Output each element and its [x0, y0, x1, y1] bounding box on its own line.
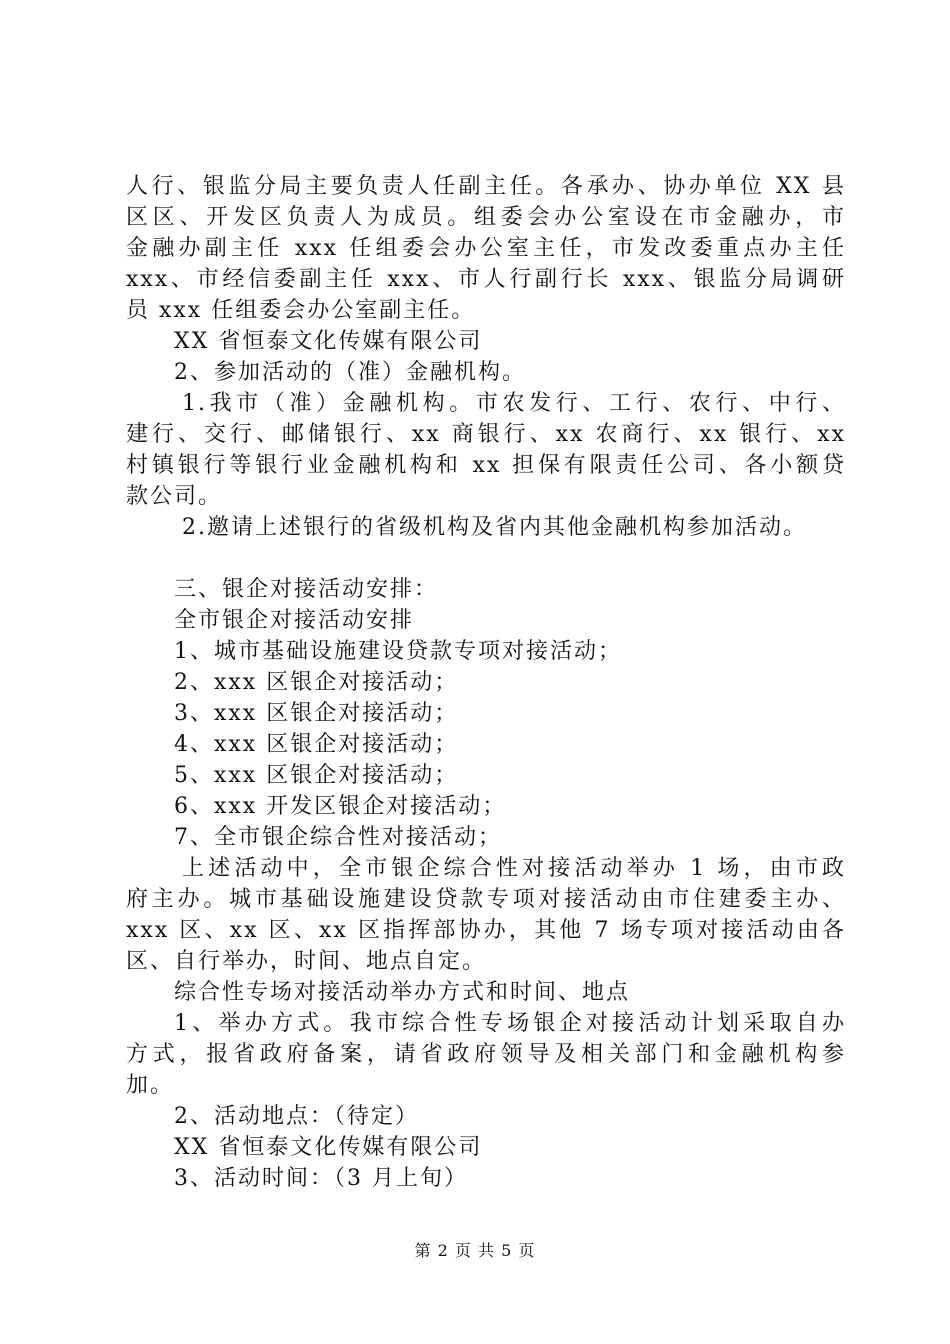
list-item: 5、xxx 区银企对接活动；: [174, 763, 459, 788]
text-line: 2.邀请上述银行的省级机构及省内其他金融机构参加活动。: [182, 515, 807, 540]
text-line: 综合性专场对接活动举办方式和时间、地点: [174, 980, 631, 1005]
text-line: xxx 区、xx 区、xx 区指挥部协办，其他 7 场专项对接活动由各: [126, 918, 846, 943]
list-item: 1、城市基础设施建设贷款专项对接活动；: [174, 639, 622, 664]
text-line: xxx、市经信委副主任 xxx、市人行副行长 xxx、银监分局调研: [126, 267, 846, 292]
list-item: 2、xxx 区银企对接活动；: [174, 670, 459, 695]
text-line: 款公司。: [126, 484, 223, 509]
text-line: 上述活动中，全市银企综合性对接活动举办 1 场，由市政: [182, 856, 846, 881]
text-line: 1.我市（准）金融机构。市农发行、工行、农行、中行、: [182, 391, 846, 416]
text-line: 全市银企对接活动安排: [174, 608, 415, 633]
text-line: 金融办副主任 xxx 任组委会办公室主任，市发改委重点办主任: [126, 236, 846, 261]
text-line: 建行、交行、邮储银行、xx 商银行、xx 农商行、xx 银行、xx: [126, 422, 846, 447]
text-line: 村镇银行等银行业金融机构和 xx 担保有限责任公司、各小额贷: [126, 453, 846, 478]
list-item: 7、全市银企综合性对接活动；: [174, 825, 502, 850]
list-item: 4、xxx 区银企对接活动；: [174, 732, 459, 757]
document-body: [126, 171, 846, 1194]
text-line: 方式，报省政府备案，请省政府领导及相关部门和金融机构参: [126, 1042, 846, 1067]
text-line: 府主办。城市基础设施建设贷款专项对接活动由市住建委主办、: [126, 887, 846, 912]
text-line: 区区、开发区负责人为成员。组委会办公室设在市金融办，市: [126, 205, 846, 230]
text-line: XX 省恒泰文化传媒有限公司: [174, 1135, 483, 1160]
list-item: 6、xxx 开发区银企对接活动；: [174, 794, 507, 819]
text-line: 区、自行举办，时间、地点自定。: [126, 949, 487, 974]
text-line: 员 xxx 任组委会办公室副主任。: [126, 298, 476, 323]
text-line: 加。: [126, 1073, 175, 1098]
text-line: 人行、银监分局主要负责人任副主任。各承办、协办单位 XX 县: [126, 174, 846, 199]
list-item: 3、活动时间：（3 月上旬）: [174, 1166, 468, 1191]
text-line: 2、参加活动的（准）金融机构。: [174, 360, 526, 385]
section-heading: 三、银企对接活动安排：: [174, 577, 439, 602]
list-item: 2、活动地点：（待定）: [174, 1104, 419, 1129]
blank-line: [126, 543, 846, 574]
page-number-footer: 第 2 页 共 5 页: [414, 1241, 536, 1260]
list-item: 3、xxx 区银企对接活动；: [174, 701, 459, 726]
text-line: XX 省恒泰文化传媒有限公司: [174, 329, 483, 354]
text-line: 1、举办方式。我市综合性专场银企对接活动计划采取自办: [174, 1011, 846, 1036]
